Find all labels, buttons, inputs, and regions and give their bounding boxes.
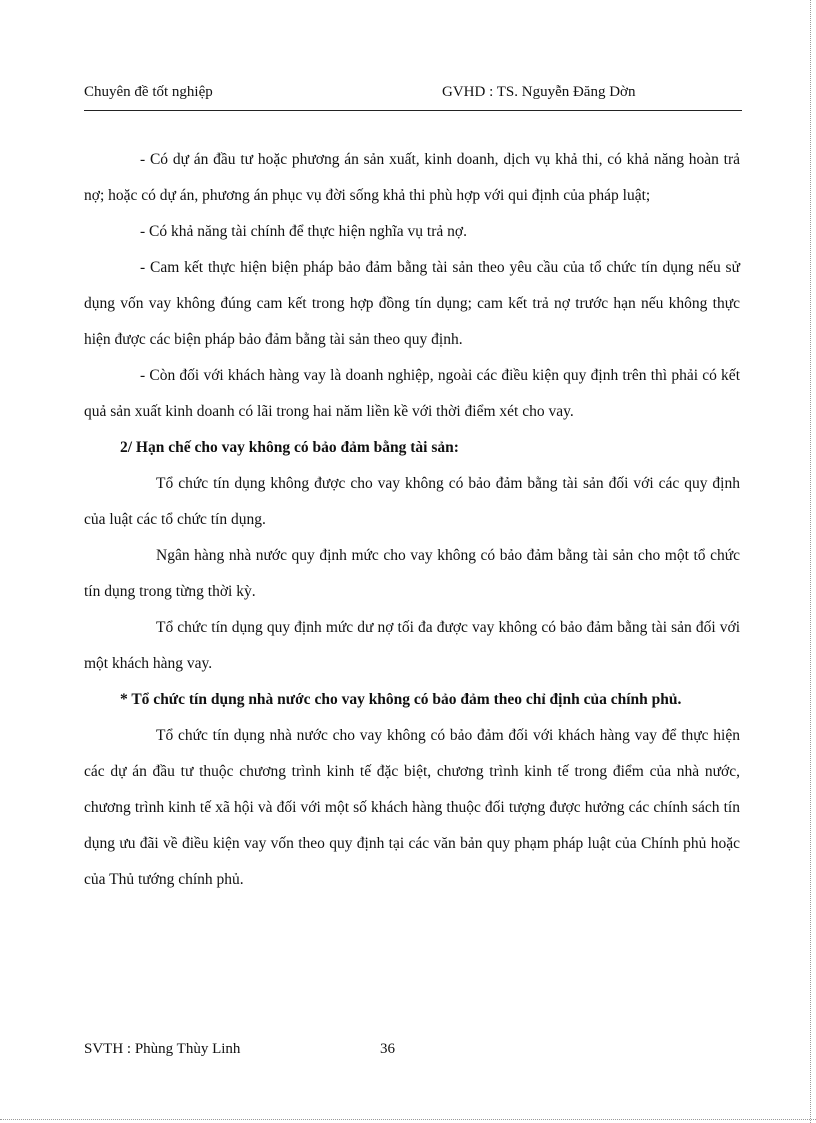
paragraph: - Có dự án đầu tư hoặc phương án sản xuất, kinh doanh, dịch vụ khả thi, có khả năng hoàn trả nợ; hoặc có dự án, phương án phục vụ đời sống khả thi phù hợp với qui định của pháp luật; <box>84 151 740 204</box>
page-header <box>84 84 742 111</box>
page-edge-bottom <box>0 1119 816 1120</box>
paragraph: - Cam kết thực hiện biện pháp bảo đảm bằng tài sản theo yêu cầu của tổ chức tín dụng nếu sử dụng vốn vay không đúng cam kết trong hợp đồng tín dụng; cam kết trả nợ trước hạn nếu không thực hiện được các biện pháp bảo đảm bằng tài sản theo quy định. <box>84 259 740 348</box>
paragraph: Tổ chức tín dụng quy định mức dư nợ tối đa được vay không có bảo đảm bằng tài sản đối với một khách hàng vay. <box>84 619 740 672</box>
paragraph: Ngân hàng nhà nước quy định mức cho vay không có bảo đảm bằng tài sản cho một tổ chức tín dụng trong từng thời kỳ. <box>84 547 740 600</box>
paragraph: Tổ chức tín dụng nhà nước cho vay không có bảo đảm đối với khách hàng vay để thực hiện các dự án đầu tư thuộc chương trình kinh tế đặc biệt, chương trình kinh tế trong điểm của nhà nước, chương trình kinh tế xã hội và đối với một số khách hàng thuộc đối tượng được hưởng các chính sách tín dụng ưu đãi về điều kiện vay vốn theo quy định tại các văn bản quy phạm pháp luật của Chính phủ hoặc của Thủ tướng chính phủ. <box>84 727 740 888</box>
subsection-heading: * Tổ chức tín dụng nhà nước cho vay không có bảo đảm theo chỉ định của chính phủ. <box>120 691 682 708</box>
paragraph: - Còn đối với khách hàng vay là doanh nghiệp, ngoài các điều kiện quy định trên thì phải có kết quả sản xuất kinh doanh có lãi trong hai năm liền kề với thời điểm xét cho vay. <box>84 367 740 420</box>
header-advisor: GVHD : TS. Nguyễn Đăng Dờn <box>442 84 636 100</box>
paragraph: - Có khả năng tài chính để thực hiện nghĩa vụ trả nợ. <box>140 223 467 240</box>
section-heading: 2/ Hạn chế cho vay không có bảo đảm bằng tài sản: <box>120 439 459 456</box>
header-title: Chuyên đề tốt nghiệp <box>84 84 213 100</box>
footer-student: SVTH : Phùng Thùy Linh <box>84 1041 241 1057</box>
page-number: 36 <box>380 1041 395 1057</box>
page-edge-right <box>810 0 811 1123</box>
document-body <box>84 142 740 898</box>
paragraph: Tổ chức tín dụng không được cho vay không có bảo đảm bằng tài sản đối với các quy định của luật các tổ chức tín dụng. <box>84 475 740 528</box>
